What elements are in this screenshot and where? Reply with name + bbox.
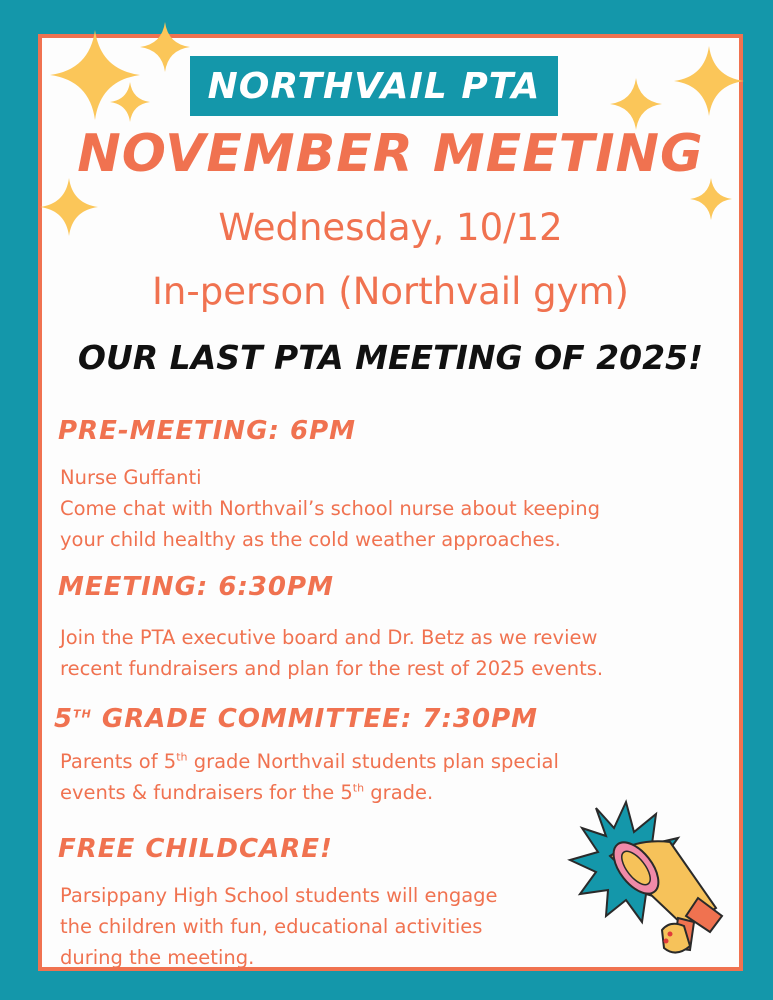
pre-meeting-heading: PRE-MEETING: 6PM <box>58 416 357 446</box>
sparkle-star-icon <box>140 22 190 72</box>
grade-line-text: Parents of 5 <box>60 750 177 773</box>
grade-line <box>60 777 559 808</box>
sparkle-star-icon <box>674 46 744 116</box>
sparkle-star-icon <box>110 82 150 122</box>
grade-committee-body <box>60 746 559 808</box>
sparkle-star-icon <box>610 78 662 130</box>
meeting-line: recent fundraisers and plan for the rest of 2025 events. <box>60 657 604 680</box>
pre-meeting-line: Nurse Guffanti <box>60 466 202 489</box>
grade-heading-number: 5 <box>54 704 74 734</box>
pre-meeting-body <box>60 462 600 555</box>
childcare-body <box>60 880 498 973</box>
grade-line-text: grade. <box>370 781 434 804</box>
childcare-line: Parsippany High School students will engage <box>60 884 498 907</box>
grade-heading-rest: GRADE COMMITTEE: 7:30PM <box>101 704 538 734</box>
grade-line-text: grade Northvail students plan special <box>193 750 559 773</box>
grade-line-text: events & fundraisers for the 5 <box>60 781 353 804</box>
flyer-frame <box>38 34 743 971</box>
brand-title: NORTHVAIL PTA <box>207 65 541 107</box>
grade-heading-suffix: TH <box>73 707 92 721</box>
grade-line-suffix: th <box>176 750 188 764</box>
childcare-heading: FREE CHILDCARE! <box>58 834 333 864</box>
meeting-body <box>60 622 603 684</box>
grade-line <box>60 746 559 777</box>
meeting-line: Join the PTA executive board and Dr. Betz as we review <box>60 626 598 649</box>
megaphone-icon <box>566 798 734 963</box>
location-line: In-person (Northvail gym) <box>152 270 629 313</box>
grade-line-suffix: th <box>352 781 365 795</box>
brand-banner <box>190 56 558 116</box>
date-line: Wednesday, 10/12 <box>218 206 563 249</box>
pre-meeting-line: Come chat with Northvail’s school nurse about keeping <box>60 497 600 520</box>
pre-meeting-line: your child healthy as the cold weather approaches. <box>60 528 561 551</box>
page-title: NOVEMBER MEETING <box>77 124 704 184</box>
headline: OUR LAST PTA MEETING OF 2025! <box>77 338 704 377</box>
meeting-heading: MEETING: 6:30PM <box>58 572 334 602</box>
grade-committee-heading <box>54 704 538 734</box>
childcare-line: the children with fun, educational activities <box>60 915 483 938</box>
childcare-line: during the meeting. <box>60 946 255 969</box>
